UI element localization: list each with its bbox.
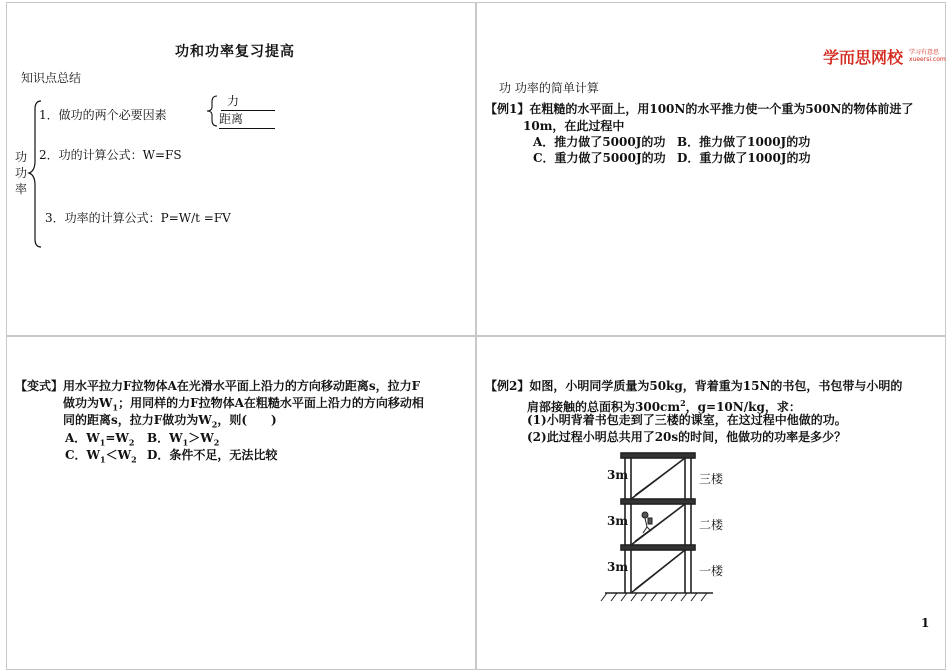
example-1-stem-cont: 10m，在此过程中 xyxy=(523,119,625,133)
section-heading: 功 功率的简单计算 xyxy=(499,81,599,95)
example-2-stem-line2: 肩部接触的总面积为$300cm^2$，g=10N/kg，求： xyxy=(527,398,801,414)
brand-tagline: 学习有意思 xueersi.com xyxy=(909,49,946,63)
item-work-formula: 2．功的计算公式：W=FS xyxy=(39,148,182,162)
question-2: (2)此过程小明总共用了20s的时间，他做功的功率是多少？ xyxy=(527,430,847,444)
brand-logo xyxy=(823,45,903,68)
item-power-formula: 3．功率的计算公式：P=W/t =FV xyxy=(45,211,231,225)
option-b: B．$W_1>W_2$ xyxy=(147,431,220,448)
height-label-middle: 3m xyxy=(607,514,629,528)
side-label: 功 功 率 xyxy=(15,150,28,196)
variant-stem: 【变式】用水平拉力F拉物体A在光滑水平面上沿力的方向移动距离s，拉力F xyxy=(15,379,421,393)
variant-stem-line2: 做功为$W_1$；用同样的力F拉物体A在粗糙水平面上沿力的方向移动相 xyxy=(63,396,424,413)
example-2-stem: 【例2】如图，小明同学质量为50kg，背着重为15N的书包，书包带与小明的 xyxy=(485,379,903,393)
height-label-bottom: 3m xyxy=(607,560,629,574)
page-number: 1 xyxy=(921,616,930,630)
slide-example-2 xyxy=(476,336,946,670)
option-c: C．$W_1<W_2$ xyxy=(65,448,137,465)
example-1-stem: 【例1】在粗糙的水平面上，用100N的水平推力使一个重为500N的物体前进了 xyxy=(485,102,914,116)
option-b: B．推力做了1000J的功 xyxy=(677,135,811,149)
floor-label-2: 二楼 xyxy=(699,518,724,532)
option-a: A．$W_1=W_2$ xyxy=(65,431,135,448)
slide-variant xyxy=(6,336,476,670)
question-1: (1)小明背着书包走到了三楼的课室，在这过程中他做的功。 xyxy=(527,413,847,427)
height-label-top: 3m xyxy=(607,468,629,482)
option-d: D．重力做了1000J的功 xyxy=(677,151,811,165)
option-a: A．推力做了5000J的功 xyxy=(533,135,666,149)
option-c: C．重力做了5000J的功 xyxy=(533,151,666,165)
factor-distance: 距离 xyxy=(219,111,275,129)
option-d: D．条件不足，无法比较 xyxy=(147,448,278,462)
person-icon xyxy=(642,512,652,533)
item-work-factors: 1．做功的两个必要因素 xyxy=(39,108,167,122)
floor-label-3: 三楼 xyxy=(699,472,724,486)
slide-example-1 xyxy=(476,2,946,336)
slide-knowledge-summary xyxy=(6,2,476,336)
brand-name: 学而思网校 xyxy=(823,48,904,67)
variant-stem-line3: 同的距离s，拉力F做功为$W_2$，则( ) xyxy=(63,413,277,430)
slide-title: 功和功率复习提高 xyxy=(175,44,295,60)
section-heading: 知识点总结 xyxy=(21,71,82,85)
inner-brace-icon xyxy=(205,94,219,128)
factor-force: 力 xyxy=(221,93,275,111)
floor-label-1: 一楼 xyxy=(699,564,724,578)
